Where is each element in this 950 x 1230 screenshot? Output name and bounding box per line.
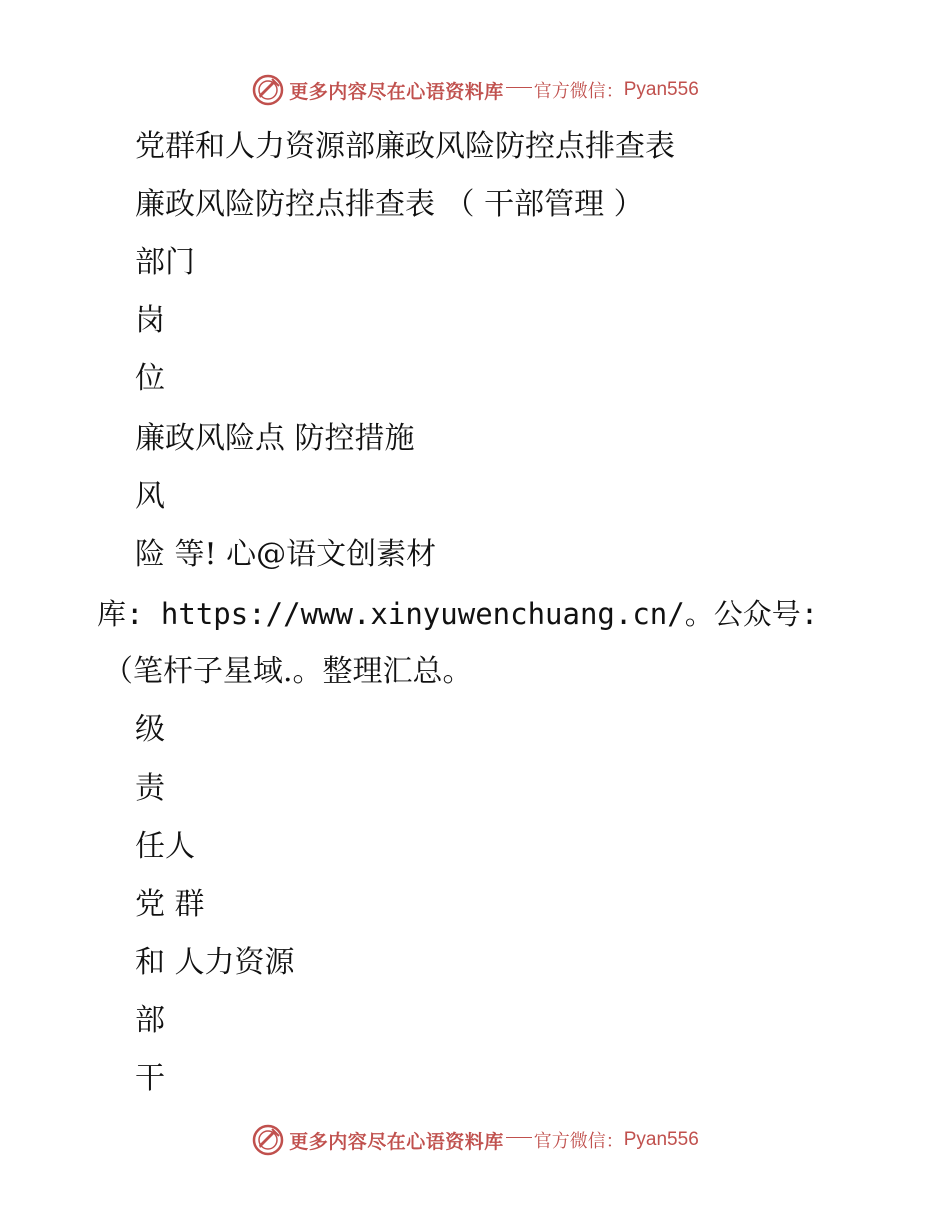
watermark-main-text: 更多内容尽在心语资料库 [289,1130,504,1153]
text-line: 岗 [135,303,165,338]
text-line: 党 群 [135,887,205,922]
text-line: 险 等! 心@语文创素材 [135,537,437,572]
text-line: 风 [135,479,165,514]
watermark-dash [506,87,532,88]
text-line: 和 人力资源 [135,945,295,980]
watermark-wechat-id: Pyan556 [623,79,699,100]
brand-logo-icon [251,1123,285,1157]
text-line: 位 [135,361,165,396]
text-line: 责 [135,771,165,806]
table-title: 廉政风险防控点排查表 （ 干部管理 ） [135,187,644,222]
text-line-url: 库: https://www.xinyuwenchuang.cn/。公众号: [97,597,819,631]
watermark-main-text: 更多内容尽在心语资料库 [289,80,504,103]
brand-logo-icon [251,73,285,107]
watermark-banner-top [0,70,950,110]
watermark-wechat-id: Pyan556 [623,1129,699,1150]
watermark-dash [506,1137,532,1138]
text-line: 干 [135,1061,165,1096]
watermark-wechat-label: 官方微信： [533,1131,624,1152]
text-line: 任人 [135,829,195,864]
watermark-wechat-label: 官方微信： [533,81,624,102]
text-line: 部门 [135,245,195,280]
document-title: 党群和人力资源部廉政风险防控点排查表 [135,129,675,164]
watermark-banner-bottom [0,1120,950,1160]
text-line: 级 [135,712,165,747]
text-line: 部 [135,1003,165,1038]
text-line: （笔杆子星域.。整理汇总。 [103,654,473,689]
text-line: 廉政风险点 防控措施 [135,421,415,456]
